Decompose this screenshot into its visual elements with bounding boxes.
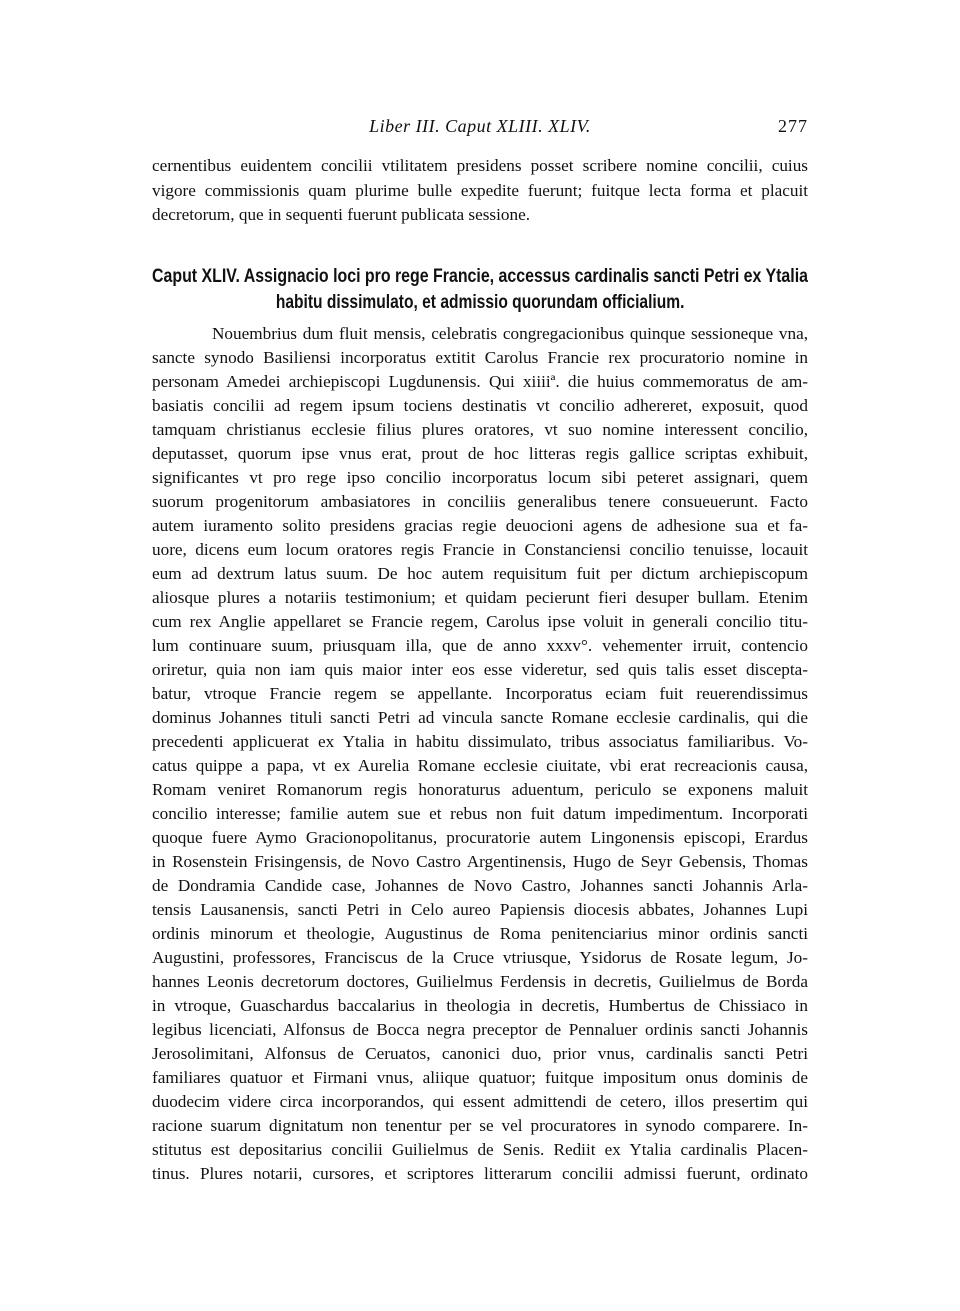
text-line: dominus Johannes tituli sancti Petri ad vincula sancte Romane ecclesie cardinalis, qui die <box>152 708 808 727</box>
chapter-heading-line-2 <box>152 288 808 318</box>
text-line: oriretur, quia non iam quis maior inter eos esse videretur, sed quis talis esset discepta- <box>152 660 808 679</box>
text-line: uore, dicens eum locum oratores regis Francie in Constanciensi concilio tenuisse, locauit <box>152 540 808 559</box>
text-line: Romam veniret Romanorum regis honoraturus aduentum, periculo se exponens maluit <box>152 780 808 799</box>
text-line: suorum progenitorum ambasiatores in conciliis generalibus tenere consueuerunt. Facto <box>152 492 808 511</box>
text-line: sancte synodo Basiliensi incorporatus extitit Carolus Francie rex procuratorio nomine in <box>152 348 808 367</box>
text-line: deputasset, quorum ipse vnus erat, prout de hoc litteras regis gallice scriptas exhibuit, <box>152 444 808 463</box>
text-line: catus quippe a papa, vt ex Aurelia Romane ecclesie ciuitate, vbi erat recreacionis causa, <box>152 756 808 775</box>
text-line: eum ad dextrum latus suum. De hoc autem requisitum fuit per dictum archiepiscopum <box>152 564 808 583</box>
text-line: tensis Lausanensis, sancti Petri in Celo aureo Papiensis diocesis abbates, Johannes Lupi <box>152 900 808 919</box>
text-line: cum rex Anglie appellaret se Francie regem, Carolus ipse voluit in generali concilio titu- <box>152 612 808 631</box>
text-line: concilio interesse; familie autem sue et rebus non fuit datum impedimentum. Incorporati <box>152 804 808 823</box>
page-number: 277 <box>778 116 808 136</box>
text-line: precedenti applicuerat ex Ytalia in habitu dissimulato, tribus associatus familiaribus. Vo- <box>152 732 808 751</box>
text-line: decretorum, que in sequenti fuerunt publicata sessione. <box>152 205 531 224</box>
text-line: de Dondramia Candide case, Johannes de Novo Castro, Johannes sancti Johannis Arla- <box>152 876 808 895</box>
text-line: Augustini, professores, Franciscus de la Cruce vtriusque, Ysidorus de Rosate legum, Jo- <box>152 948 808 967</box>
text-line: hannes Leonis decretorum doctores, Guilielmus Ferdensis in decretis, Guilielmus de Borda <box>152 972 808 991</box>
text-line: in vtroque, Guaschardus baccalarius in theologia in decretis, Humbertus de Chissiaco in <box>152 996 808 1015</box>
running-header <box>152 116 808 144</box>
chapter-heading-text: Caput XLIV. Assignacio loci pro rege Francie, accessus cardinalis sancti Petri ex Ytalia <box>152 266 808 287</box>
text-line: racione suarum dignitatum non tenentur per se vel procuratores in synodo comparere. In- <box>152 1116 808 1135</box>
text-line: Nouembrius dum fluit mensis, celebratis congregacionibus quinque sessioneque vna, <box>212 324 808 343</box>
text-line: legibus licenciati, Alfonsus de Bocca negra preceptor de Pennaluer ordinis sancti Johannis <box>152 1020 808 1039</box>
text-line: Jerosolimitani, Alfonsus de Ceruatos, canonici duo, prior vnus, cardinalis sancti Petri <box>152 1044 808 1063</box>
text-line: lum continuare suum, priusquam illa, que de anno xxxv°. vehementer irruit, contencio <box>152 636 808 655</box>
text-line: cernentibus euidentem concilii vtilitatem presidens posset scribere nomine concilii, cuius <box>152 156 808 175</box>
text-line: duodecim videre circa incorporandos, qui essent admittendi de cetero, illos presertim qui <box>152 1092 808 1111</box>
text-line: personam Amedei archiepiscopi Lugdunensis. Qui xiiiiª. die huius commemoratus de am- <box>152 372 808 391</box>
text-line: in Rosenstein Frisingensis, de Novo Castro Argentinensis, Hugo de Seyr Gebensis, Thomas <box>152 852 808 871</box>
text-line: stitutus est depositarius concilii Guilielmus de Senis. Rediit ex Ytalia cardinalis Placen- <box>152 1140 808 1159</box>
text-line: tinus. Plures notarii, cursores, et scriptores litterarum concilii admissi fuerunt, ordinato <box>152 1164 808 1183</box>
text-line: autem iuramento solito presidens gracias regie deuocioni agens de adhesione sua et fa- <box>152 516 808 535</box>
text-line: vigore commissionis quam plurime bulle expedite fuerunt; fuitque lecta forma et placuit <box>152 181 808 200</box>
running-title: Liber III. Caput XLIII. XLIV. <box>369 116 591 136</box>
chapter-heading-text: habitu dissimulato, et admissio quorundam officialium. <box>275 292 685 313</box>
text-line: basiatis concilii ad regem ipsum tociens destinatis vt concilio adhereret, exposuit, quod <box>152 396 808 415</box>
text-line: batur, vtroque Francie regem se appellante. Incorporatus eciam fuit reuerendissimus <box>152 684 808 703</box>
text-line: ordinis minorum et theologie, Augustinus de Roma penitenciarius minor ordinis sancti <box>152 924 808 943</box>
text-line: quoque fuere Aymo Gracionopolitanus, procuratorie autem Lingonensis episcopi, Erardus <box>152 828 808 847</box>
text-line: familiares quatuor et Firmani vnus, aliique quatuor; fuitque impositum onus dominis de <box>152 1068 808 1087</box>
text-line: aliosque plures a notariis testimonium; et quidam pecierunt fieri desuper bullam. Etenim <box>152 588 808 607</box>
text-line: tamquam christianus ecclesie filius plures oratores, vt suo nomine interessent concilio, <box>152 420 808 439</box>
text-line: significantes vt pro rege ipso concilio incorporatus locum sibi peteret assignari, quem <box>152 468 808 487</box>
